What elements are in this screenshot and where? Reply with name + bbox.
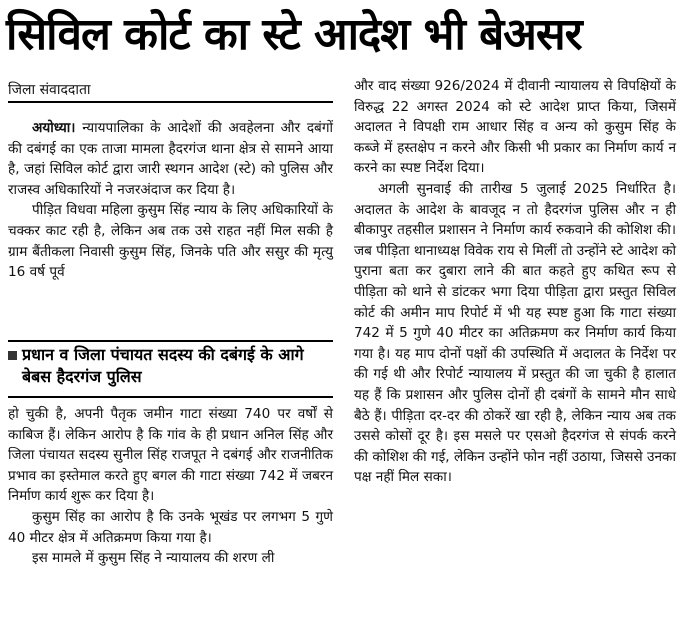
pull-quote [8, 344, 333, 394]
pull-quote-rule-bottom [8, 396, 333, 398]
left-column-bottom [8, 404, 333, 569]
paragraph-3: हो चुकी है, अपनी पैतृक जमीन गाटा संख्या 740 पर वर्षों से काबिज हैं। लेकिन आरोप है कि गांव के ही प्रधान अनिल सिंह और जिला पंचायत सदस्य सुनील सिंह राजपूत ने दबंगई और राजनीतिक प्रभाव का इस्तेमाल करते हुए बगल की गाटा संख्या 742 में जबरन निर्माण कार्य शुरू कर दिया है। [8, 406, 333, 505]
byline: जिला संवाददाता [8, 82, 91, 98]
right-column [354, 76, 676, 488]
paragraph-2: पीड़ित विधवा महिला कुसुम सिंह न्याय के लिए अधिकारियों के चक्कर काट रही है, लेकिन अब तक उसे राहत नहीं मिल सकी है ग्राम बैंतीकला निवासी कुसुम सिंह, जिनके पति और ससुर की मृत्यु 16 वर्ष पूर्व [8, 202, 333, 281]
headline: सिविल कोर्ट का स्टे आदेश भी बेअसर [6, 9, 582, 60]
paragraph-1 [8, 118, 333, 200]
byline-rule [8, 101, 333, 103]
pull-quote-text: प्रधान व जिला पंचायत सदस्य की दबंगई के आगे बेबस हैदरगंज पुलिस [22, 345, 304, 386]
paragraph-1-text: न्यायपालिका के आदेशों की अवहेलना और दबंगों की दबंगई का एक ताजा मामला हैदरगंज थाना क्षेत्र से सामने आया है, जहां सिविल कोर्ट द्वारा जारी स्थगन आदेश (स्टे) को पुलिस और राजस्व अधिकारियों ने नजरअंदाज कर दिया है। [8, 120, 333, 198]
paragraph-6: और वाद संख्या 926/2024 में दीवानी न्यायालय से विपक्षियों के विरुद्ध 22 अगस्त 2024 को स्टे आदेश प्राप्त किया, जिसमें अदालत ने विपक्षी राम आधार सिंह व अन्य को कुसुम सिंह के कब्जे में हस्तक्षेप न करने और किसी भी प्रकार का निर्माण कार्य न करने का स्पष्ट निर्देश दिया। [354, 78, 676, 177]
left-column-top [8, 118, 333, 283]
dateline: अयोध्या। [32, 120, 76, 136]
pull-quote-rule-top [8, 340, 333, 342]
paragraph-7: अगली सुनवाई की तारीख 5 जुलाई 2025 निर्धारित है। अदालत के आदेश के बावजूद न तो हैदरगंज पुलिस और न ही बीकापुर तहसील प्रशासन ने निर्माण कार्य रुकवाने की कोशिश की। जब पीड़िता थानाध्यक्ष विवेक राय से मिलीं तो उन्होंने स्टे आदेश को पुराना बता कर दुबारा लाने की बात कहते हुए कथित रूप से पीड़िता को थाने से डांटकर भगा दिया पीड़िता द्वारा प्रस्तुत सिविल कोर्ट की अमीन माप रिपोर्ट में भी यह स्पष्ट हुआ कि गाटा संख्या 742 में 5 गुणे 40 मीटर का अतिक्रमण कर निर्माण कार्य किया गया है। यह माप दोनों पक्षों की उपस्थिति में अदालत के निर्देश पर की गई थी और रिपोर्ट न्यायालय में प्रस्तुत की जा चुकी है हालात यह हैं कि प्रशासन और पुलिस दोनों ही दबंगों के सामने मौन साधे बैठे हैं। पीड़िता दर-दर की ठोकरें खा रही है, लेकिन न्याय अब तक उससे कोसों दूर है। इस मसले पर एसओ हैदरगंज से संपर्क करने की कोशिश की गई, लेकिन उन्होंने फोन नहीं उठाया, जिससे उनका पक्ष नहीं मिल सका। [354, 180, 676, 486]
paragraph-5: इस मामले में कुसुम सिंह ने न्यायालय की शरण ली [32, 550, 275, 567]
paragraph-4: कुसुम सिंह का आरोप है कि उनके भूखंड पर लगभग 5 गुणे 40 मीटर क्षेत्र में अतिक्रमण किया गया है। [8, 508, 333, 546]
bullet-icon [8, 351, 17, 360]
